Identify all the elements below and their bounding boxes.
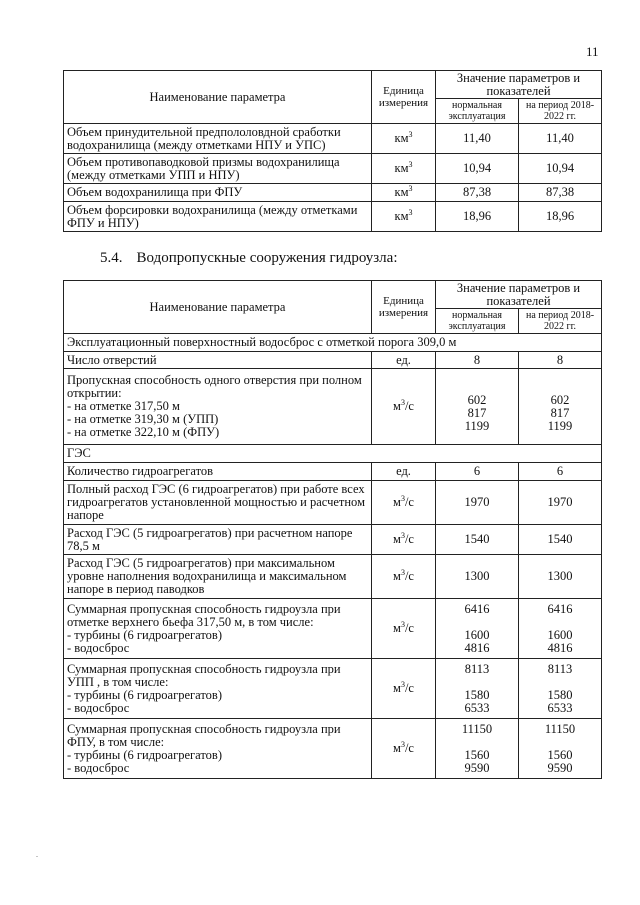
- cell-line: 1580: [464, 687, 490, 702]
- cell-line: Суммарная пропускная способность гидроузла при УПП , в том числе:: [67, 661, 341, 689]
- openings-name: Число отверстий: [64, 352, 372, 369]
- reservoir-volume-table: [63, 70, 602, 232]
- row-unit: $км^3$: [372, 184, 436, 202]
- total-unit: $м^3/с$: [372, 659, 436, 719]
- cell-line: 4816: [547, 640, 573, 655]
- cell-line: 602: [550, 392, 570, 407]
- units-count-period: 6: [519, 463, 602, 481]
- capacity-unit: $м^3/с$: [372, 369, 436, 445]
- row-period: 11,40: [519, 124, 602, 154]
- cell-line: [522, 381, 598, 394]
- total-normal: [436, 719, 519, 779]
- total-period: [519, 599, 602, 659]
- cell-line: [522, 676, 598, 689]
- cell-line: 8113: [464, 661, 490, 676]
- section-row-hpp: ГЭС: [64, 445, 602, 463]
- row-period: 18,96: [519, 202, 602, 232]
- section-number: 5.4.: [100, 250, 123, 266]
- row-period: 10,94: [519, 154, 602, 184]
- flow-normal: 1300: [436, 555, 519, 599]
- cell-line: 11150: [461, 721, 493, 736]
- cell-line: 1560: [547, 747, 573, 762]
- section-title: Водопропускные сооружения гидроузла:: [136, 250, 398, 266]
- row-normal: 11,40: [436, 124, 519, 154]
- total-name: [64, 659, 372, 719]
- row-unit: $км^3$: [372, 154, 436, 184]
- cell-line: 1560: [464, 747, 490, 762]
- cell-line: 6533: [464, 700, 490, 715]
- header-unit: Единица измерения: [372, 71, 436, 124]
- table-row: [64, 184, 602, 202]
- cell-line: [522, 736, 598, 749]
- table-row: [64, 719, 602, 779]
- header-name: Наименование параметра: [64, 281, 372, 334]
- row-name: Объем водохранилища при ФПУ: [64, 184, 372, 202]
- cell-line: 4816: [464, 640, 490, 655]
- page-number: 11: [586, 44, 599, 59]
- cell-line: Пропускная способность одного отверстия при полном открытии:: [67, 373, 362, 400]
- total-normal: [436, 599, 519, 659]
- total-name: [64, 599, 372, 659]
- cell-line: - турбины (6 гидроагрегатов): [67, 747, 222, 762]
- total-unit: $м^3/с$: [372, 599, 436, 659]
- flow-normal: 1540: [436, 525, 519, 555]
- cell-line: Суммарная пропускная способность гидроузла при отметке верхнего бьефа 317,50 м, в том числе:: [67, 601, 341, 629]
- flow-unit: $м^3/с$: [372, 481, 436, 525]
- table-row: [64, 555, 602, 599]
- total-period: [519, 659, 602, 719]
- openings-normal: 8: [436, 352, 519, 369]
- row-name: Объем противопаводковой призмы водохранилища (между отметками УПП и НПУ): [64, 154, 372, 184]
- flow-unit: $м^3/с$: [372, 525, 436, 555]
- units-count-normal: 6: [436, 463, 519, 481]
- flow-normal: 1970: [436, 481, 519, 525]
- cell-line: 602: [467, 392, 487, 407]
- flow-unit: $м^3/с$: [372, 555, 436, 599]
- row-period: 87,38: [519, 184, 602, 202]
- flow-name: Расход ГЭС (5 гидроагрегатов) при расчетном напоре 78,5 м: [64, 525, 372, 555]
- openings-period: 8: [519, 352, 602, 369]
- cell-line: 817: [550, 405, 570, 420]
- header-normal: нормальная эксплуатация: [436, 99, 519, 124]
- cell-line: - водосброс: [67, 760, 130, 775]
- cell-line: 1199: [464, 418, 490, 433]
- row-name: Объем форсировки водохранилища (между отметками ФПУ и НПУ): [64, 202, 372, 232]
- cell-line: 9590: [464, 760, 490, 775]
- capacity-normal: [436, 369, 519, 445]
- row-name: Объем принудительной предпололовдной сработки водохранилища (между отметками НПУ и УПС): [64, 124, 372, 154]
- cell-line: 8113: [547, 661, 573, 676]
- table-row: [64, 659, 602, 719]
- total-period: [519, 719, 602, 779]
- cell-line: - турбины (6 гидроагрегатов): [67, 687, 222, 702]
- section-row-spillway: Эксплуатационный поверхностный водосброс с отметкой порога 309,0 м: [64, 334, 602, 352]
- cell-line: [439, 616, 515, 629]
- flow-period: 1970: [519, 481, 602, 525]
- row-normal: 87,38: [436, 184, 519, 202]
- cell-line: [439, 736, 515, 749]
- units-count-unit: ед.: [372, 463, 436, 481]
- cell-line: 1600: [464, 627, 490, 642]
- table-row: [64, 481, 602, 525]
- header-normal: нормальная эксплуатация: [436, 309, 519, 334]
- total-normal: [436, 659, 519, 719]
- section-heading: [100, 250, 411, 267]
- cell-line: 6416: [464, 601, 490, 616]
- table-row: [64, 154, 602, 184]
- spillway-structures-table: [63, 280, 602, 779]
- total-name: [64, 719, 372, 779]
- row-unit: $км^3$: [372, 124, 436, 154]
- flow-period: 1540: [519, 525, 602, 555]
- capacity-period: [519, 369, 602, 445]
- cell-line: - на отметке 322,10 м (ФПУ): [67, 425, 220, 439]
- openings-unit: ед.: [372, 352, 436, 369]
- row-normal: 10,94: [436, 154, 519, 184]
- table-row: [64, 525, 602, 555]
- cell-line: - водосброс: [67, 700, 130, 715]
- table-row: [64, 202, 602, 232]
- cell-line: 817: [467, 405, 487, 420]
- cell-line: 1580: [547, 687, 573, 702]
- flow-period: 1300: [519, 555, 602, 599]
- table-row: [64, 599, 602, 659]
- cell-line: - на отметке 319,30 м (УПП): [67, 412, 219, 426]
- cell-line: 6533: [547, 700, 573, 715]
- header-period: на период 2018-2022 гг.: [519, 99, 602, 124]
- cell-line: 9590: [547, 760, 573, 775]
- cell-line: 6416: [547, 601, 573, 616]
- header-name: Наименование параметра: [64, 71, 372, 124]
- flow-name: Полный расход ГЭС (6 гидроагрегатов) при работе всех гидроагрегатов установленной мощностью и расчетном напоре: [64, 481, 372, 525]
- capacity-name: [64, 369, 372, 445]
- cell-line: - турбины (6 гидроагрегатов): [67, 627, 222, 642]
- header-values-group: Значение параметров и показателей: [436, 281, 602, 309]
- cell-line: [522, 616, 598, 629]
- cell-line: Суммарная пропускная способность гидроузла при ФПУ, в том числе:: [67, 721, 341, 749]
- total-unit: $м^3/с$: [372, 719, 436, 779]
- cell-line: 11150: [544, 721, 576, 736]
- table-row: [64, 124, 602, 154]
- flow-name: Расход ГЭС (5 гидроагрегатов) при максимальном уровне наполнения водохранилища и максимальном напоре в период паводков: [64, 555, 372, 599]
- cell-line: - водосброс: [67, 640, 130, 655]
- cell-line: 1600: [547, 627, 573, 642]
- units-count-name: Количество гидроагрегатов: [64, 463, 372, 481]
- header-period: на период 2018-2022 гг.: [519, 309, 602, 334]
- corner-mark: .: [36, 850, 38, 859]
- cell-line: [439, 381, 515, 394]
- row-normal: 18,96: [436, 202, 519, 232]
- cell-line: 1199: [547, 418, 573, 433]
- cell-line: - на отметке 317,50 м: [67, 399, 180, 413]
- cell-line: [439, 676, 515, 689]
- header-values-group: Значение параметров и показателей: [436, 71, 602, 99]
- header-unit: Единица измерения: [372, 281, 436, 334]
- row-unit: $км^3$: [372, 202, 436, 232]
